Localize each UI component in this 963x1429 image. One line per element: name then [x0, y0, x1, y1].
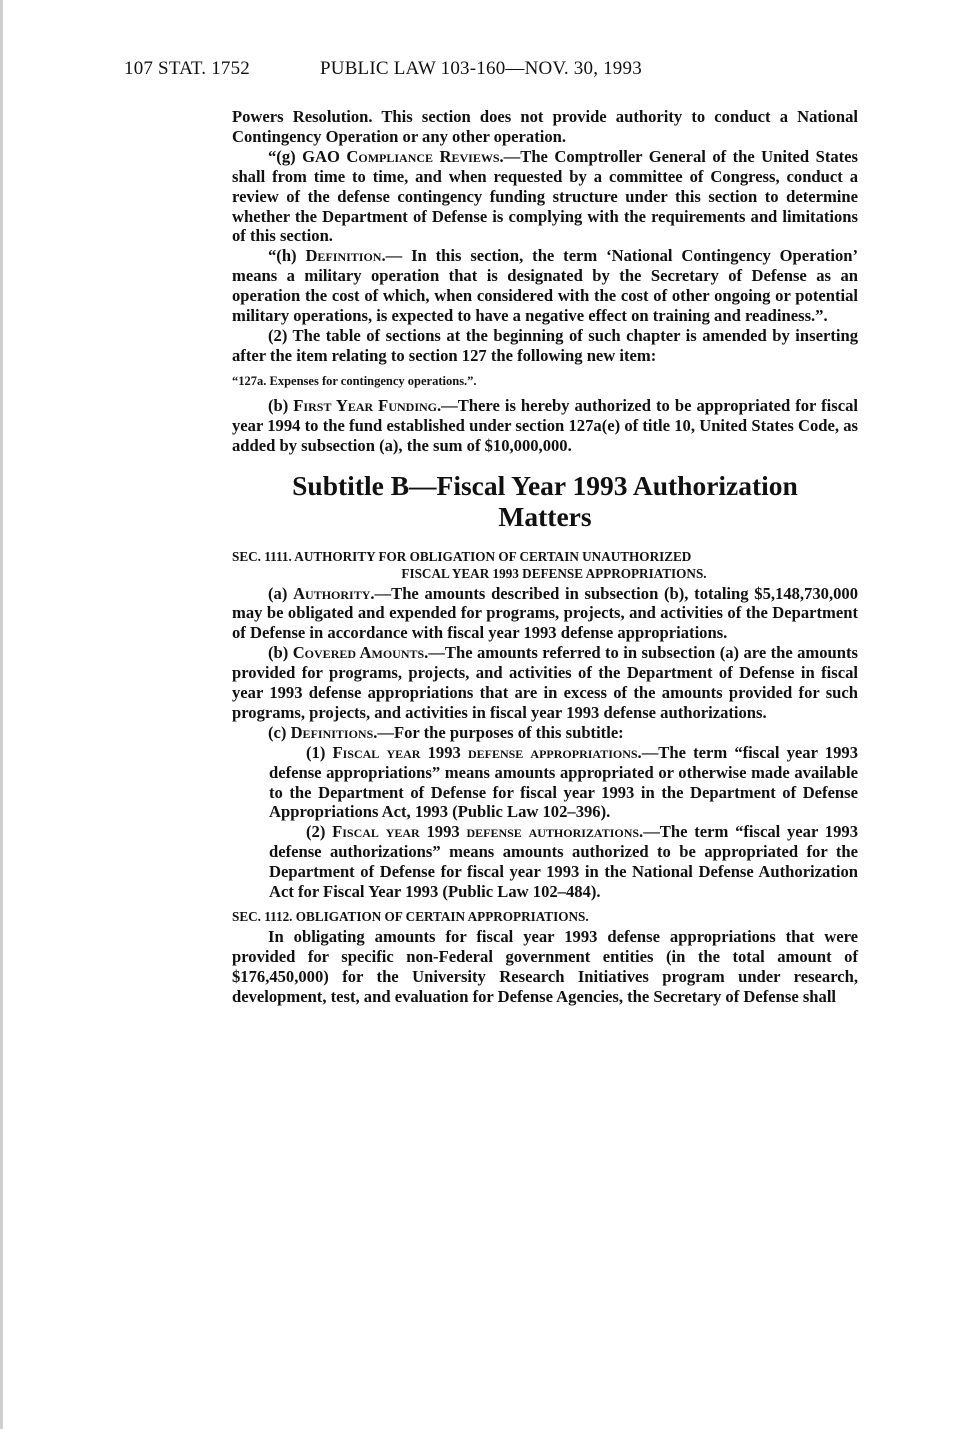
paragraph-first-year-funding [232, 396, 858, 456]
table-of-sections-item: “127a. Expenses for contingency operations.”. [232, 373, 477, 388]
paragraph-heading: First Year Funding. [293, 395, 442, 415]
subtitle-heading [232, 470, 858, 532]
definition-text: —The term “fiscal year 1993 defense authorizations” means amounts authorized to be appropriated for the Department of Defense for fiscal year 1993 in the National Defense Authorization Act for Fiscal Year 1993 (Public Law 102–484). [269, 822, 858, 902]
paragraph-lead: “(g) [268, 146, 303, 166]
paragraph-definition [232, 246, 858, 326]
definition-heading: Fiscal year 1993 defense appropriations. [332, 742, 642, 762]
public-law-citation: PUBLIC LAW 103-160—NOV. 30, 1993 [320, 58, 642, 79]
definition-text: —The term “fiscal year 1993 defense appropriations” means amounts appropriated or otherwise made available to the Department of Defense for fiscal year 1993 in the Department of Defense Appropriations Act, 1993 (Public Law 102–396). [269, 742, 858, 822]
subsection-heading: Authority. [293, 583, 375, 603]
paragraph-heading: GAO Compliance Reviews. [302, 146, 504, 166]
definition-authorizations [269, 822, 858, 902]
stat-citation: 107 STAT. 1752 [124, 58, 251, 79]
section-1111-heading [232, 548, 858, 582]
subsection-heading: Covered Amounts. [292, 643, 429, 663]
subsection-text: —The amounts referred to in subsection (a) are the amounts provided for programs, projects, and activities of the Department of Defense in fiscal year 1993 defense appropriations that are in excess of the amounts provided for such programs, projects, and activities in fiscal year 1993 defense authorizations. [232, 643, 858, 722]
paragraph-gao-compliance [232, 147, 858, 247]
subtitle-line-2: Matters [498, 500, 592, 532]
subsection-lead: (a) [268, 583, 294, 603]
subsection-lead: (c) [268, 722, 291, 742]
page-body [232, 107, 858, 1007]
subtitle-line-1: Subtitle B—Fiscal Year 1993 Authorization [292, 469, 798, 501]
scan-edge [0, 0, 3, 1429]
subsection-authority [232, 584, 858, 644]
subsection-text: —For the purposes of this subtitle: [377, 722, 624, 742]
definition-lead: (1) [306, 742, 333, 762]
section-1112-heading: SEC. 1112. OBLIGATION OF CERTAIN APPROPRIATIONS. [232, 909, 589, 924]
definition-lead: (2) [306, 822, 333, 842]
definition-appropriations [269, 743, 858, 823]
subsection-covered-amounts [232, 643, 858, 723]
paragraph-text: —The Comptroller General of the United States shall from time to time, and when requested by a committee of Congress, conduct a review of the defense contingency funding structure under this section to determine whether the Department of Defense is complying with the requirements and limitations of this section. [232, 146, 858, 246]
paragraph-text: —There is hereby authorized to be appropriated for fiscal year 1994 to the fund established under section 127a(e) of title 10, United States Code, as added by subsection (a), the sum of $10,000,000. [232, 395, 858, 455]
section-1111-heading-line-1: SEC. 1111. AUTHORITY FOR OBLIGATION OF CERTAIN UNAUTHORIZED [232, 548, 692, 564]
subsection-lead: (b) [268, 643, 293, 663]
definition-heading: Fiscal year 1993 defense authorizations. [332, 822, 644, 842]
subsection-text: —The amounts described in subsection (b), totaling $5,148,730,000 may be obligated and expended for programs, projects, and activities of the Department of Defense in accordance with fiscal year 1993 defense appropriations. [232, 583, 858, 643]
paragraph-heading: Definition. [305, 246, 386, 266]
running-head [0, 58, 963, 86]
paragraph-text: — In this section, the term ‘National Contingency Operation’ means a military operation that is designated by the Secretary of Defense as an operation the cost of which, when considered with the cost of other ongoing or potential military operations, is expected to have a negative effect on training and readiness.”. [232, 246, 858, 326]
paragraph-table-of-sections: (2) The table of sections at the beginning of such chapter is amended by inserting after the item relating to section 127 the following new item: [232, 325, 858, 365]
subsection-heading: Definitions. [290, 722, 378, 742]
paragraph-lead: (b) [268, 395, 294, 415]
paragraph-powers-resolution: Powers Resolution. This section does not provide authority to conduct a National Contingency Operation or any other operation. [232, 107, 858, 146]
section-1111-heading-line-2: FISCAL YEAR 1993 DEFENSE APPROPRIATIONS. [401, 565, 707, 581]
section-1112-text: In obligating amounts for fiscal year 1993 defense appropriations that were provided for specific non-Federal government entities (in the total amount of $176,450,000) for the University Research Initiatives program under research, development, test, and evaluation for Defense Agencies, the Secretary of Defense shall [232, 927, 858, 1006]
subsection-definitions [232, 723, 858, 743]
paragraph-lead: “(h) [268, 246, 306, 266]
